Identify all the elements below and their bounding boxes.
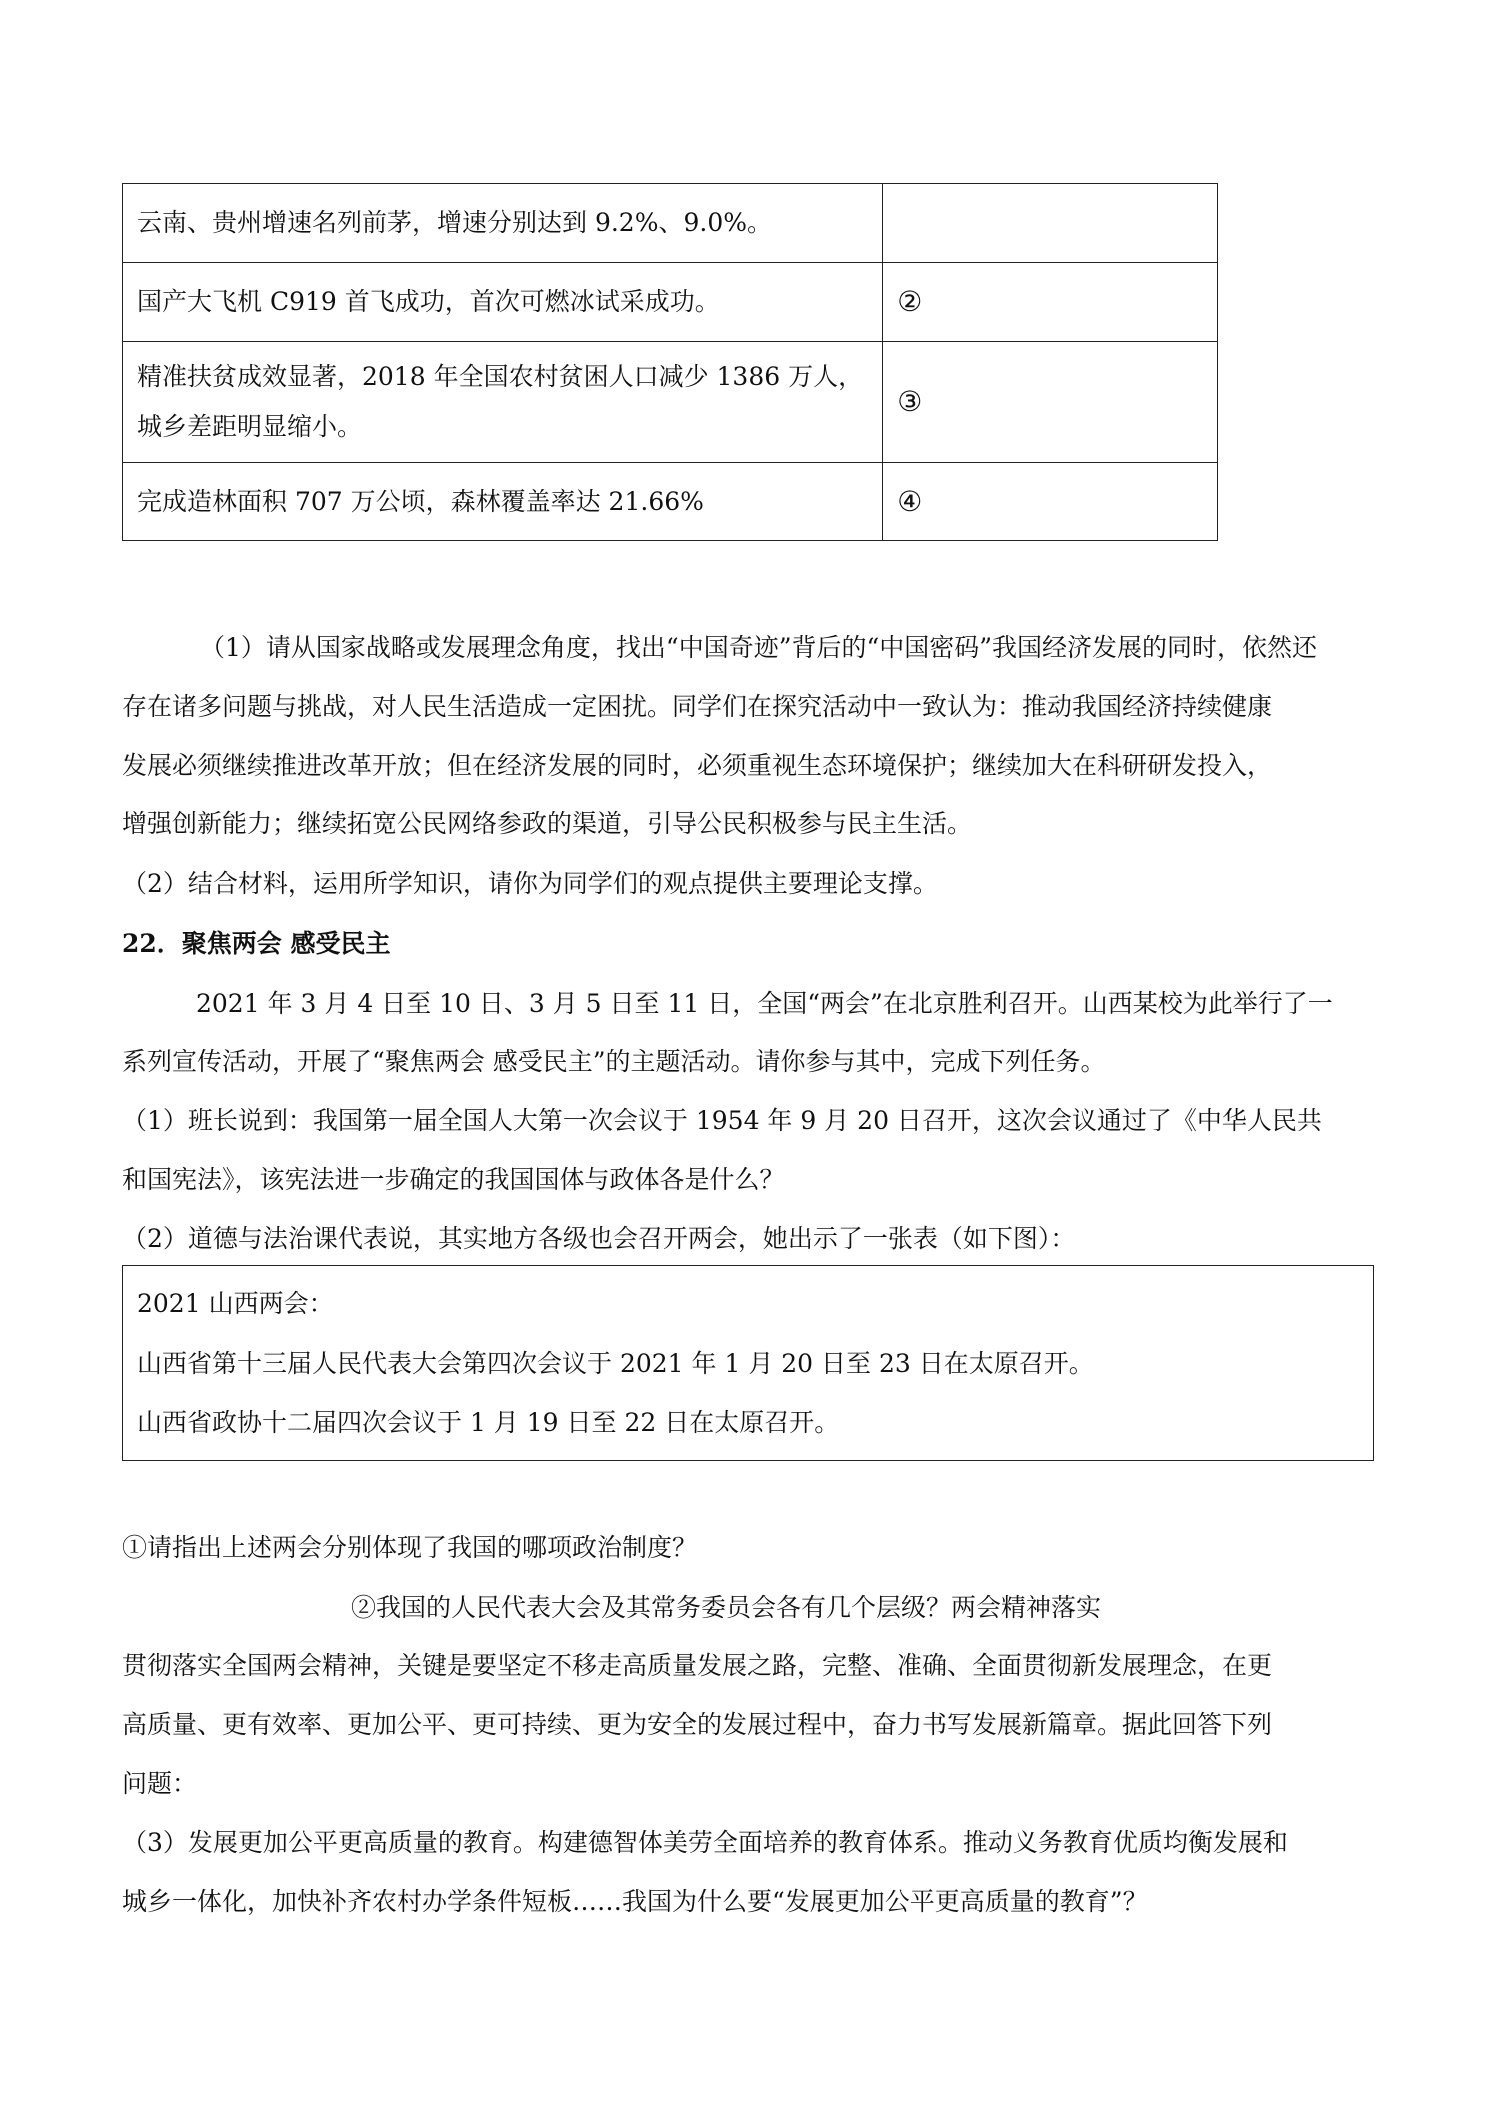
table-row — [123, 263, 1218, 342]
table-row — [123, 463, 1218, 541]
intro-line: 系列宣传活动，开展了“聚焦两会 感受民主”的主题活动。请你参与其中，完成下列任务。 — [122, 1047, 1106, 1076]
sub-question-3: 城乡一体化，加快补齐农村办学条件短板……我国为什么要“发展更加公平更高质量的教育”？ — [122, 1887, 1148, 1916]
table-cell — [123, 342, 883, 463]
paragraph-line: （1）请从国家战略或发展理念角度，找出“中国奇迹”背后的“中国密码”我国经济发展的同时，依然还 — [200, 633, 1318, 662]
table-cell — [883, 184, 1218, 263]
table-row — [123, 342, 1218, 463]
table-cell: ③ — [883, 342, 1218, 463]
box-line: 山西省第十三届人民代表大会第四次会议于 2021 年 1 月 20 日至 23 日在太原召开。 — [137, 1349, 1094, 1378]
sub-question-3: （3）发展更加公平更高质量的教育。构建德智体美劳全面培养的教育体系。推动义务教育优质均衡发展和 — [122, 1828, 1288, 1857]
question-2: （2）结合材料，运用所学知识，请你为同学们的观点提供主要理论支撑。 — [122, 869, 938, 898]
sub-question-2: （2）道德与法治课代表说，其实地方各级也会召开两会，她出示了一张表（如下图）： — [122, 1224, 1076, 1253]
sub-question-1: （1）班长说到：我国第一届全国人大第一次会议于 1954 年 9 月 20 日召开，这次会议通过了《中华人民共 — [122, 1106, 1322, 1135]
paragraph-line: 贯彻落实全国两会精神，关键是要坚定不移走高质量发展之路，完整、准确、全面贯彻新发展理念，在更 — [122, 1651, 1273, 1680]
intro-line: 2021 年 3 月 4 日至 10 日、3 月 5 日至 11 日，全国“两会”在北京胜利召开。山西某校为此举行了一 — [196, 989, 1333, 1018]
shanxi-two-sessions-box — [122, 1265, 1374, 1461]
table-cell: 国产大飞机 C919 首飞成功，首次可燃冰试采成功。 — [123, 263, 883, 342]
paragraph-line: 问题： — [122, 1769, 198, 1798]
paragraph-line: 发展必须继续推进改革开放；但在经济发展的同时，必须重视生态环境保护；继续加大在科研研发投入， — [122, 751, 1273, 780]
table-cell: 完成造林面积 707 万公顷，森林覆盖率达 21.66% — [123, 463, 883, 541]
table-cell: ④ — [883, 463, 1218, 541]
sub-question-1: 和国宪法》，该宪法进一步确定的我国国体与政体各是什么？ — [122, 1165, 785, 1194]
achievement-table — [122, 183, 1218, 541]
paragraph-line: 高质量、更有效率、更加公平、更可持续、更为安全的发展过程中，奋力书写发展新篇章。据此回答下列 — [122, 1710, 1273, 1739]
table-cell-line: 城乡差距明显缩小。 — [137, 412, 363, 441]
table-row — [123, 184, 1218, 263]
circle-question-1: ①请指出上述两会分别体现了我国的哪项政治制度？ — [122, 1533, 698, 1562]
paragraph-line: 增强创新能力；继续拓宽公民网络参政的渠道，引导公民积极参与民主生活。 — [122, 809, 973, 838]
paragraph-line: 存在诸多问题与挑战，对人民生活造成一定困扰。同学们在探究活动中一致认为：推动我国经济持续健康 — [122, 692, 1273, 721]
table-cell: 云南、贵州增速名列前茅，增速分别达到 9.2%、9.0%。 — [123, 184, 883, 263]
section-title: 22．聚焦两会 感受民主 — [122, 929, 391, 958]
table-cell-line: 精准扶贫成效显著，2018 年全国农村贫困人口减少 1386 万人， — [137, 362, 864, 391]
box-line: 2021 山西两会： — [137, 1289, 334, 1318]
circle-question-2: ②我国的人民代表大会及其常务委员会各有几个层级？两会精神落实 — [351, 1593, 1102, 1622]
table-cell: ② — [883, 263, 1218, 342]
box-line: 山西省政协十二届四次会议于 1 月 19 日至 22 日在太原召开。 — [137, 1408, 840, 1437]
